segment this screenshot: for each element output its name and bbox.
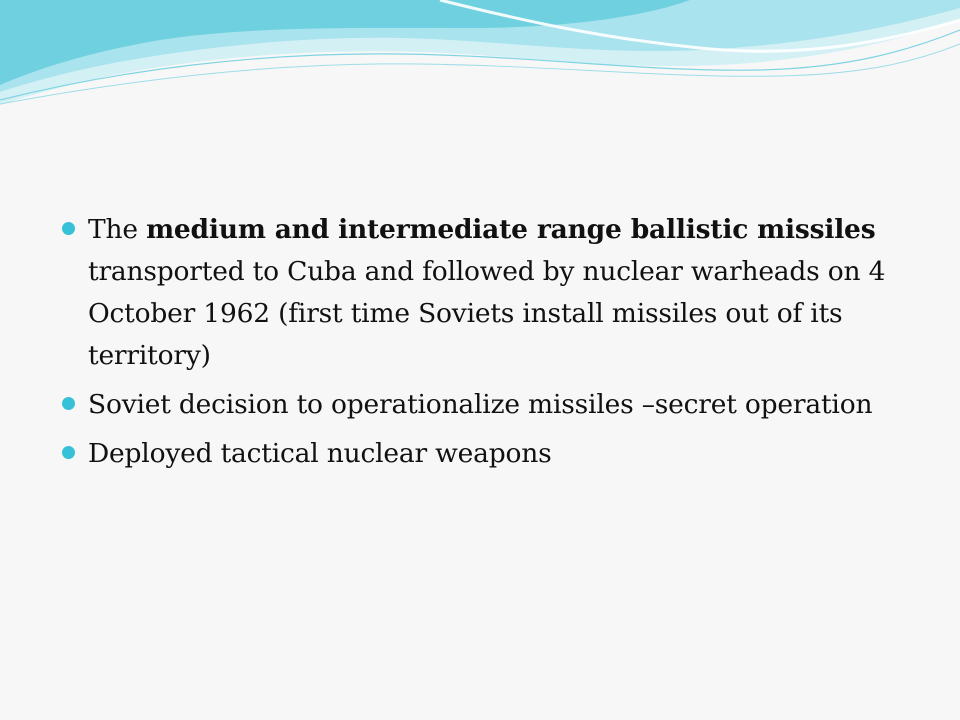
bullet-item-2 xyxy=(60,384,910,426)
bullet-list xyxy=(60,209,910,482)
bullet-dot-icon xyxy=(62,222,75,235)
bullet-1-part-3: transported to Cuba and followed by nuclear warheads on 4 October 1962 (first time Soviets install missiles out of its territory) xyxy=(88,256,886,371)
bullet-item-1 xyxy=(60,209,910,377)
bullet-text-3: Deployed tactical nuclear weapons xyxy=(88,438,552,469)
bullet-text-2: Soviet decision to operationalize missiles –secret operation xyxy=(88,389,873,420)
bullet-item-3 xyxy=(60,433,910,475)
bullet-1-part-2-bold: medium and intermediate range ballistic missiles xyxy=(146,214,876,245)
bullet-dot-icon xyxy=(62,446,75,459)
bullet-text-1 xyxy=(88,214,885,371)
bullet-1-part-1: The xyxy=(88,214,147,245)
header-wave-decoration xyxy=(0,0,960,120)
bullet-dot-icon xyxy=(62,397,75,410)
